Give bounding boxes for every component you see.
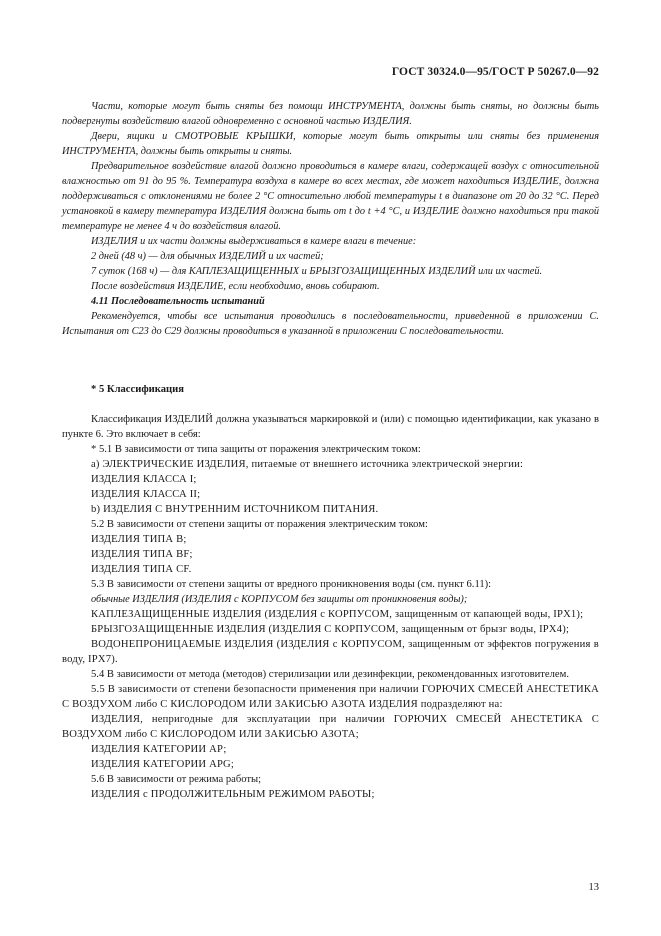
paragraph: Предварительное воздействие влагой должно проводиться в камере влаги, содержащей воздух с относительной влажностью от 91 до 95 %. Температура воздуха в камере во всех местах, где может находиться ИЗДЕЛИЕ, должна поддерживаться с отклонениями не более 2 °С относительно любой температуры t в диапазоне от 20 до 32 °С. Перед установкой в камеру температура ИЗДЕЛИЯ должна быть от t до t +4 °С, и ИЗДЕЛИЕ должно находиться при такой температуре не менее 4 ч до воздействия влагой. bbox=[62, 161, 599, 232]
paragraph: Двери, ящики и СМОТРОВЫЕ КРЫШКИ, которые могут быть открыты или сняты без применения ИНСТРУМЕНТА, должны быть открыты и сняты. bbox=[62, 131, 599, 157]
subsection-heading: 4.11 Последовательность испытаний bbox=[91, 296, 265, 307]
list-item: ИЗДЕЛИЯ КАТЕГОРИИ АР; bbox=[91, 744, 227, 755]
paragraph: 2 дней (48 ч) — для обычных ИЗДЕЛИЙ и их частей; bbox=[91, 251, 324, 262]
list-item: КАПЛЕЗАЩИЩЕННЫЕ ИЗДЕЛИЯ (ИЗДЕЛИЯ с КОРПУСОМ, защищенным от капающей воды, IPX1); bbox=[91, 609, 584, 620]
list-item: ИЗДЕЛИЯ с ПРОДОЛЖИТЕЛЬНЫМ РЕЖИМОМ РАБОТЫ; bbox=[91, 789, 375, 800]
paragraph: Части, которые могут быть сняты без помощи ИНСТРУМЕНТА, должны быть сняты, но должны быть подвергнуты воздействию влагой одновременно с основной частью ИЗДЕЛИЯ. bbox=[62, 101, 599, 127]
paragraph: Рекомендуется, чтобы все испытания проводились в последовательности, приведенной в приложении С. Испытания от С23 до С29 должны проводиться в указанной в приложении С последовательности. bbox=[62, 311, 599, 337]
section-heading: * 5 Классификация bbox=[91, 384, 184, 395]
list-item: БРЫЗГОЗАЩИЩЕННЫЕ ИЗДЕЛИЯ (ИЗДЕЛИЯ С КОРПУСОМ, защищенным от брызг воды, IPX4); bbox=[91, 624, 570, 635]
list-item: b) ИЗДЕЛИЯ С ВНУТРЕННИМ ИСТОЧНИКОМ ПИТАНИЯ. bbox=[91, 504, 379, 515]
paragraph: 5.6 В зависимости от режима работы; bbox=[91, 774, 262, 785]
list-item: обычные ИЗДЕЛИЯ (ИЗДЕЛИЯ с КОРПУСОМ без защиты от проникновения воды); bbox=[91, 594, 468, 605]
paragraph: 5.2 В зависимости от степени защиты от поражения электрическим током: bbox=[91, 519, 428, 530]
list-item: ВОДОНЕПРОНИЦАЕМЫЕ ИЗДЕЛИЯ (ИЗДЕЛИЯ с КОРПУСОМ, защищенным от эффектов погружения в воду, IPX7). bbox=[62, 639, 599, 665]
paragraph: ИЗДЕЛИЯ и их части должны выдерживаться в камере влаги в течение: bbox=[91, 236, 417, 247]
list-item: ИЗДЕЛИЯ, непригодные для эксплуатации при наличии ГОРЮЧИХ СМЕСЕЙ АНЕСТЕТИКА С ВОЗДУХОМ либо С КИСЛОРОДОМ ИЛИ ЗАКИСЬЮ АЗОТА; bbox=[62, 714, 599, 740]
list-item: ИЗДЕЛИЯ ТИПА BF; bbox=[91, 549, 193, 560]
list-item: ИЗДЕЛИЯ ТИПА CF. bbox=[91, 564, 192, 575]
list-item: ИЗДЕЛИЯ КАТЕГОРИИ APG; bbox=[91, 759, 235, 770]
paragraph: 7 суток (168 ч) — для КАПЛЕЗАЩИЩЕННЫХ и БРЫЗГОЗАЩИЩЕННЫХ ИЗДЕЛИЙ или их частей. bbox=[91, 266, 543, 277]
paragraph: * 5.1 В зависимости от типа защиты от поражения электрическим током: bbox=[91, 444, 421, 455]
list-item: ИЗДЕЛИЯ КЛАССА I; bbox=[91, 474, 197, 485]
paragraph: а) ЭЛЕКТРИЧЕСКИЕ ИЗДЕЛИЯ, питаемые от внешнего источника электрической энергии: bbox=[91, 459, 524, 470]
paragraph: 5.5 В зависимости от степени безопасности применения при наличии ГОРЮЧИХ СМЕСЕЙ АНЕСТЕТИКА С ВОЗДУХОМ либо С КИСЛОРОДОМ ИЛИ ЗАКИСЬЮ АЗОТА ИЗДЕЛИЯ подразделяют на: bbox=[62, 684, 599, 710]
italic-text-block bbox=[62, 99, 599, 339]
document-header: ГОСТ 30324.0—95/ГОСТ Р 50267.0—92 bbox=[391, 66, 599, 78]
paragraph: 5.4 В зависимости от метода (методов) стерилизации или дезинфекции, рекомендованных изготовителем. bbox=[91, 669, 569, 680]
list-item: ИЗДЕЛИЯ ТИПА В; bbox=[91, 534, 187, 545]
paragraph: После воздействия ИЗДЕЛИЕ, если необходимо, вновь собирают. bbox=[91, 281, 380, 292]
list-item: ИЗДЕЛИЯ КЛАССА II; bbox=[91, 489, 201, 500]
section-heading-block bbox=[62, 382, 599, 397]
page-number: 13 bbox=[588, 882, 599, 893]
classification-text-block bbox=[62, 412, 599, 802]
paragraph: 5.3 В зависимости от степени защиты от вредного проникновения воды (см. пункт 6.11): bbox=[91, 579, 492, 590]
paragraph: Классификация ИЗДЕЛИЙ должна указываться маркировкой и (или) с помощью идентификации, как указано в пункте 6. Это включает в себя: bbox=[62, 414, 599, 440]
